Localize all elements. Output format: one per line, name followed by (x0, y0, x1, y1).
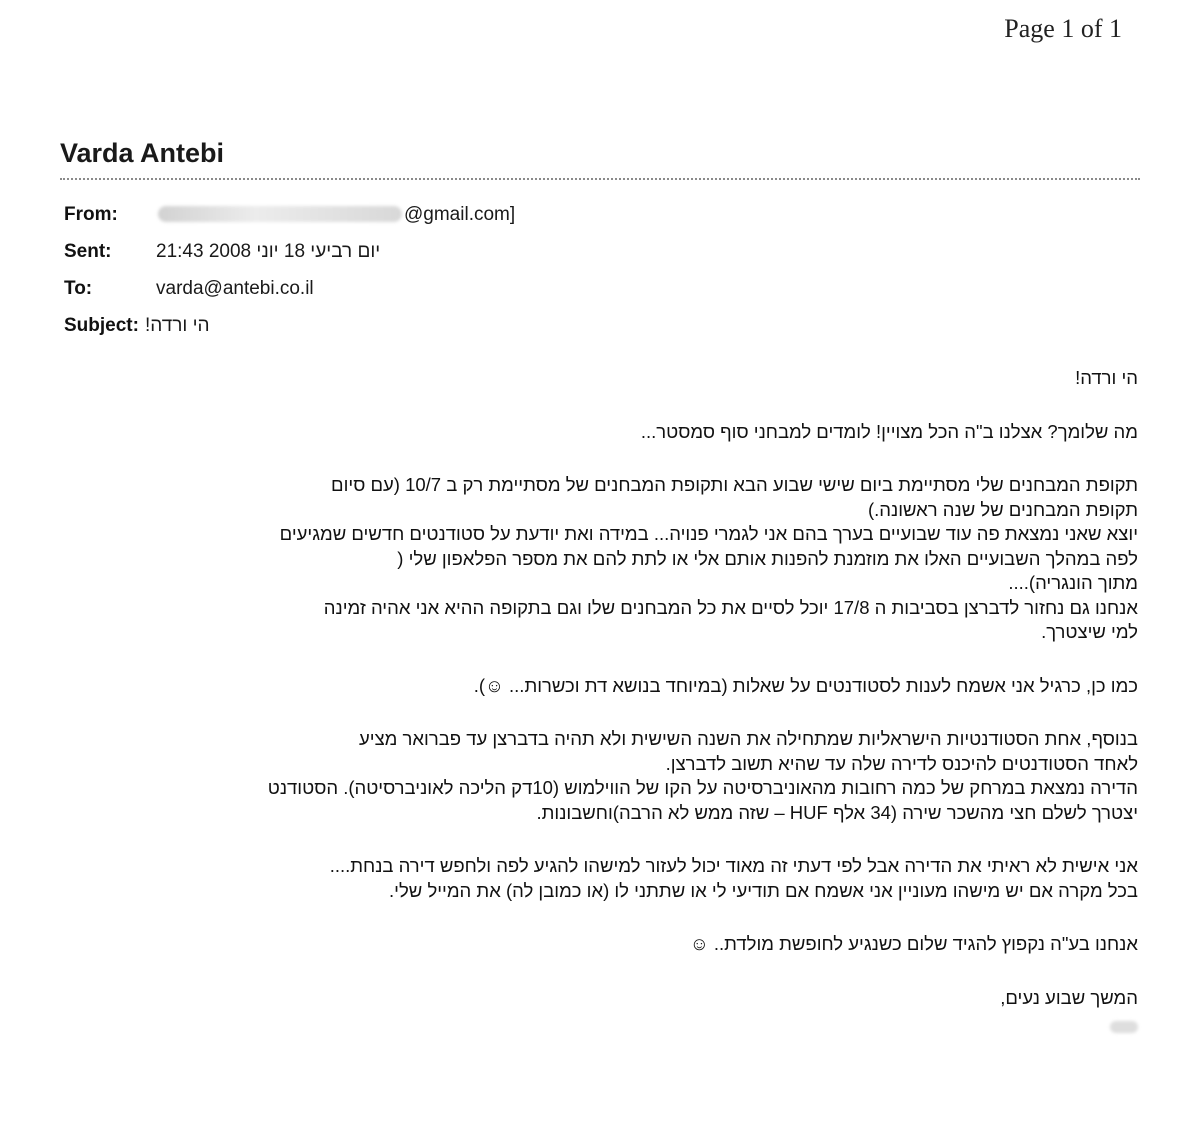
email-headers (64, 196, 515, 344)
paragraph-4-line: הדירה נמצאת במרחק של כמה רחובות מהאוניברסיטה על הקו של הווילמוש (10דק הליכה לאוניברסיטה). הסטודנט (267, 777, 1138, 798)
from-row (64, 196, 515, 233)
paragraph-2-line: תקופת המבחנים של שנה ראשונה.) (867, 498, 1138, 520)
redacted-signature (1110, 1021, 1138, 1033)
paragraph-4-line: יצטרך לשלם חצי מהשכר שירה (34 אלף HUF – שזה ממש לא הרבה)וחשבונות. (536, 801, 1138, 823)
subject-value: הי ורדה! (144, 314, 210, 336)
sent-value: יום רביעי 18 יוני 2008 21:43 (156, 240, 381, 262)
paragraph-5-line: אני אישית לא ראיתי את הדירה אבל לפי דעתי זה מאוד יכול לעזור למישהו להגיע לפה ולחפש דירה בנחת.... (329, 855, 1138, 876)
to-label: To: (64, 277, 93, 299)
paragraph-2 (58, 473, 1138, 645)
from-domain: @gmail.com] (404, 203, 516, 225)
signature (58, 1014, 1138, 1039)
email-body (58, 366, 1138, 1039)
paragraph-2-line: תקופת המבחנים שלי מסתיימת ביום שישי שבוע הבא ותקופת המבחנים של מסתיימת רק ב 10/7 (עם סיום (331, 474, 1138, 495)
paragraph-2-line: מתוך הונגריה).... (1008, 572, 1138, 593)
greeting: הי ורדה! (1075, 367, 1138, 388)
sender-name: Varda Antebi (60, 138, 225, 168)
paragraph-2-line: יוצא שאני נמצאת פה עוד שבועיים בערך בהם אני לגמרי פנויה... במידה ואת יודעת על סטודנטים חדשים שמגיעים (279, 523, 1138, 544)
paragraph-4 (58, 727, 1138, 825)
paragraph-5-line: בכל מקרה אם יש מישהו מעוניין אני אשמח אם תודיעי לי או שתתני לו (או כמובן לה) את המייל שלי. (389, 879, 1138, 901)
paragraph-3: כמו כן, כרגיל אני אשמח לענות לסטודנטים על שאלות (במיוחד בנושא דת וכשרות... ☺). (473, 674, 1138, 696)
redacted-email (158, 206, 402, 222)
to-value: varda@antebi.co.il (156, 277, 314, 299)
page-indicator: Page 1 of 1 (1004, 14, 1122, 43)
subject-label: Subject: (64, 314, 139, 336)
from-value (156, 204, 515, 226)
header-divider (60, 178, 1140, 180)
sent-label: Sent: (64, 240, 112, 262)
paragraph-1: מה שלומך? אצלנו ב"ה הכל מצויין! לומדים למבחני סוף סמסטר... (640, 420, 1138, 442)
from-label: From: (64, 203, 118, 225)
closing: המשך שבוע נעים, (1000, 986, 1138, 1008)
to-row (64, 270, 515, 307)
paragraph-4-line: בנוסף, אחת הסטודנטיות הישראליות שמתחילה את השנה השישית ולא תהיה בדברצן עד פברואר מציע (359, 728, 1138, 749)
paragraph-4-line: לאחד הסטודנטים להיכנס לדירה שלה עד שהיא תשוב לדברצן. (665, 752, 1138, 774)
subject-row (64, 307, 515, 344)
paragraph-6: אנחנו בע"ה נקפוץ להגיד שלום כשנגיע לחופשת מולדת.. ☺ (689, 933, 1138, 954)
paragraph-2-line: למי שיצטרך. (1041, 621, 1138, 642)
paragraph-2-line: לפה במהלך השבועיים האלו את מוזמנת להפנות אותם אלי או לתת להם את מספר הפלאפון שלי ( (397, 547, 1138, 569)
sent-row (64, 233, 515, 270)
paragraph-5 (58, 854, 1138, 903)
paragraph-2-line: אנחנו גם נחזור לדברצן בסביבות ה 17/8 יוכל לסיים את כל המבחנים שלו וגם בתקופה ההיא אני אהיה זמינה (323, 596, 1138, 618)
